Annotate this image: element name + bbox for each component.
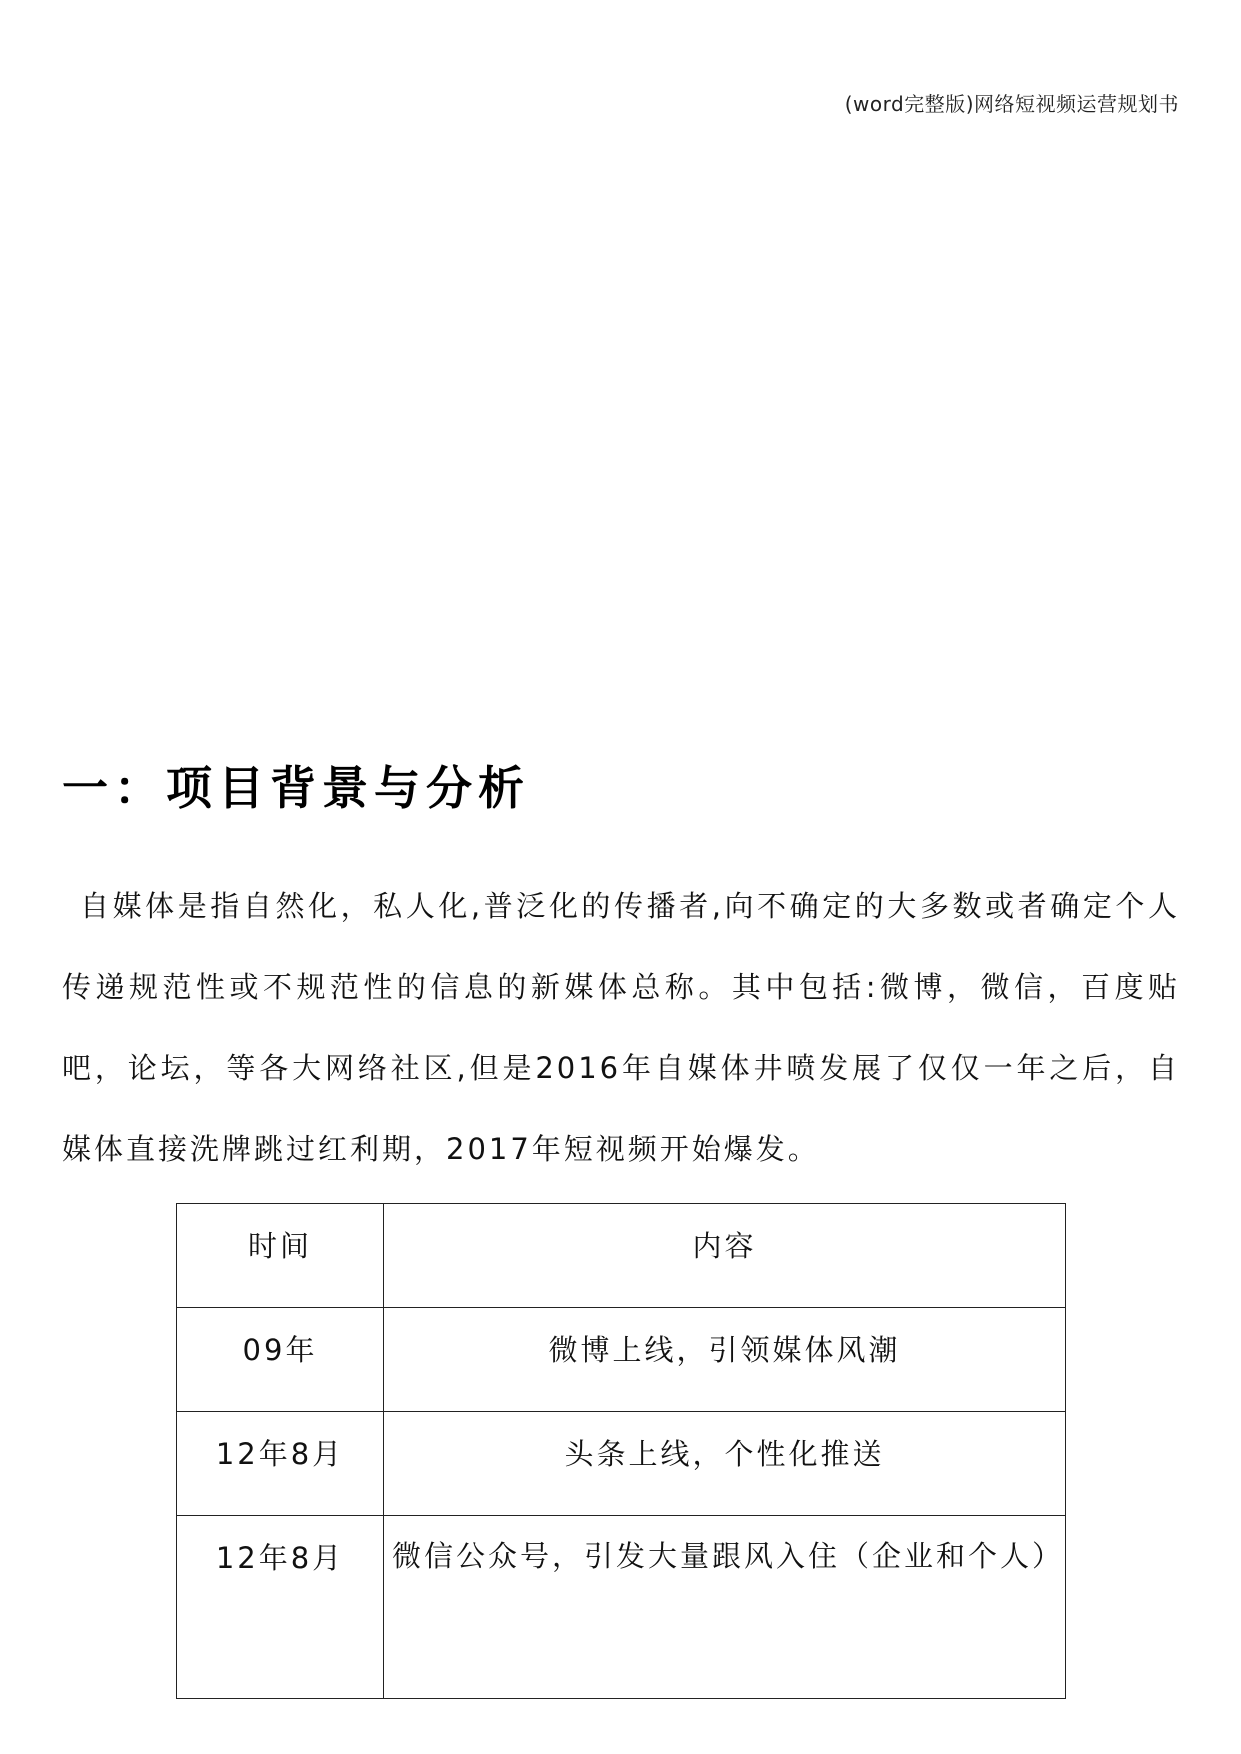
table-row <box>177 1412 1066 1516</box>
table-header-row <box>177 1204 1066 1308</box>
header-time: 时间 <box>177 1204 384 1308</box>
cell-content: 头条上线，个性化推送 <box>384 1412 1066 1516</box>
section-heading: 一：项目背景与分析 <box>62 761 530 815</box>
cell-content: 微信公众号，引发大量跟风入住（企业和个人） <box>384 1516 1066 1699</box>
page-running-header: (word完整版)网络短视频运营规划书 <box>844 92 1179 116</box>
table-row <box>177 1516 1066 1699</box>
table-row <box>177 1308 1066 1412</box>
timeline-table <box>176 1203 1066 1699</box>
header-content: 内容 <box>384 1204 1066 1308</box>
cell-time: 09年 <box>177 1308 384 1412</box>
background-paragraph: 自媒体是指自然化，私人化,普泛化的传播者,向不确定的大多数或者确定个人传递规范性或不规范性的信息的新媒体总称。其中包括:微博，微信，百度贴吧，论坛，等各大网络社区,但是2016年自媒体井喷发展了仅仅一年之后，自媒体直接洗牌跳过红利期，2017年短视频开始爆发。 <box>62 889 1180 1166</box>
cell-content: 微博上线，引领媒体风潮 <box>384 1308 1066 1412</box>
cell-time: 12年8月 <box>177 1412 384 1516</box>
cell-time: 12年8月 <box>177 1516 384 1699</box>
